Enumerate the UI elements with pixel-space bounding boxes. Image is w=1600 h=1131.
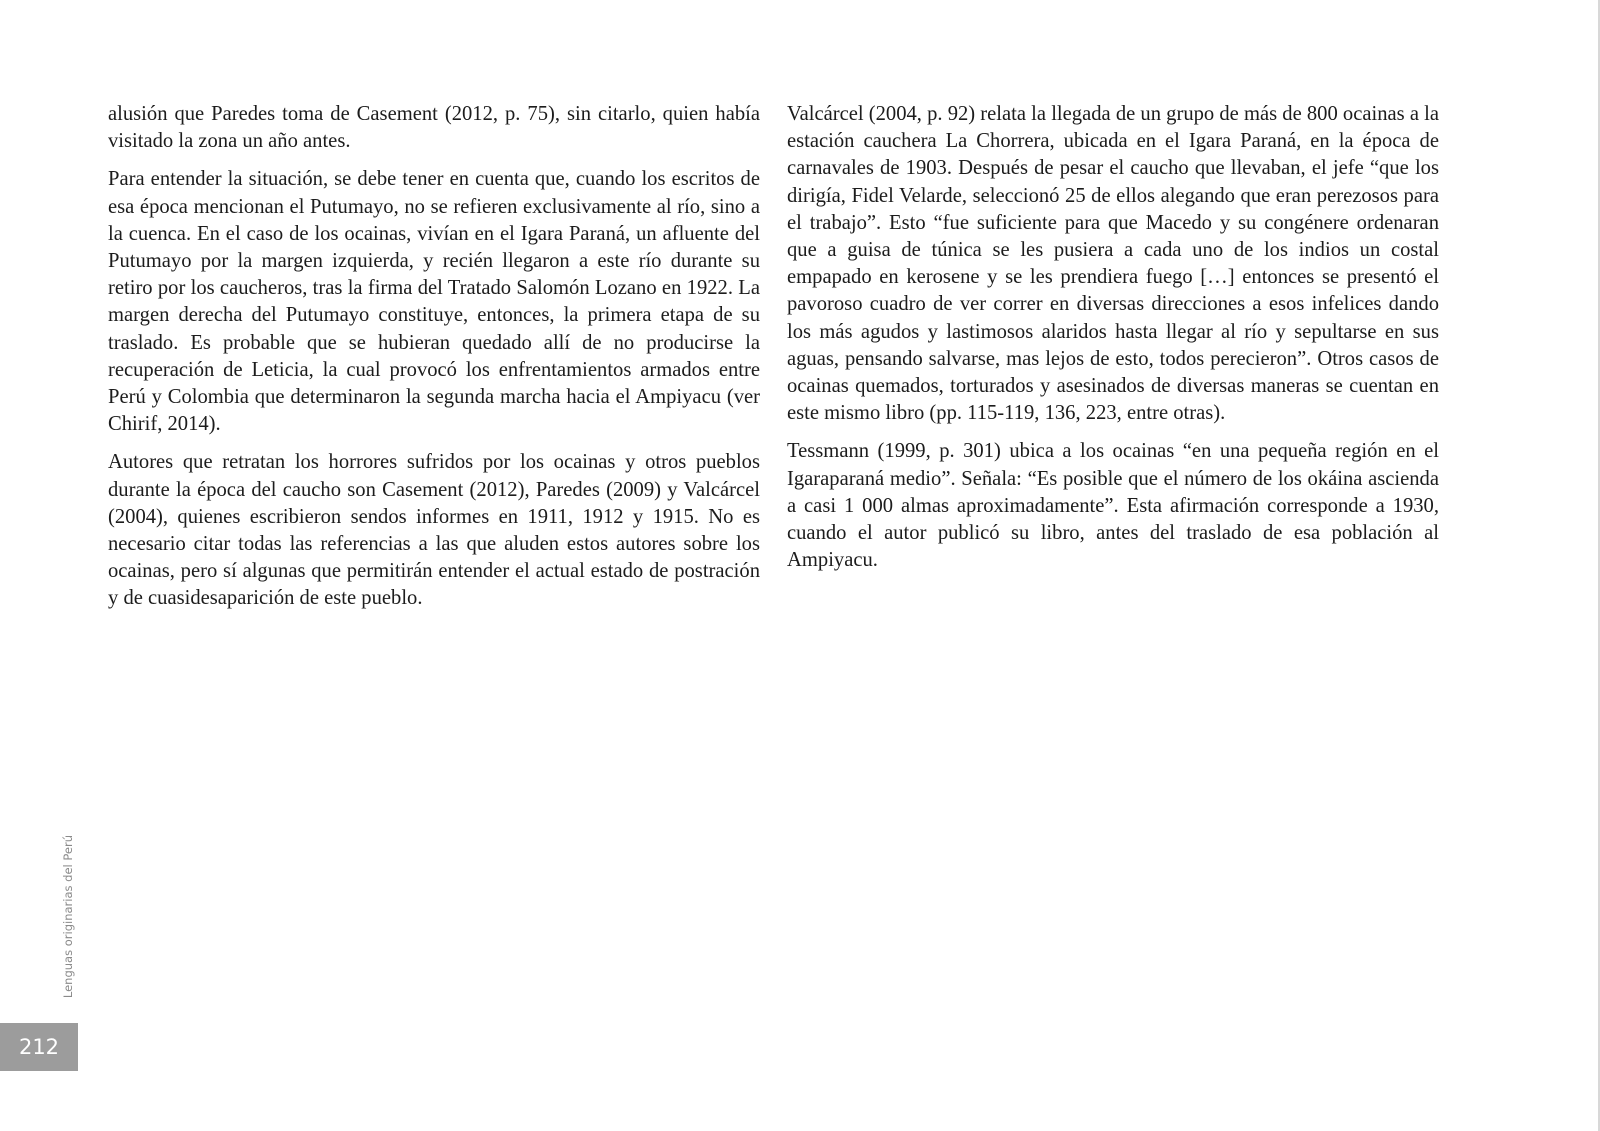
paragraph: Autores que retratan los horrores sufridos por los ocainas y otros pueblos durante la época del caucho son Casement (2012), Paredes (2009) y Valcárcel (2004), quienes escribieron sendos informes en 1911, 1912 y 1915. No es necesario citar todas las referencias a las que aluden estos autores sobre los ocainas, pero sí algunas que permitirán entender el actual estado de postración y de cuasidesaparición de este pueblo. [108,451,760,610]
paragraph: alusión que Paredes toma de Casement (2012, p. 75), sin citarlo, quien había visitado la zona un año antes. [108,103,760,153]
page-number [0,1023,78,1071]
left-text-column [108,101,760,624]
running-head: Lenguas originarias del Perú [61,835,75,999]
paragraph: Valcárcel (2004, p. 92) relata la llegada de un grupo de más de 800 ocainas a la estación cauchera La Chorrera, ubicada en el Igara Paraná, en la época de carnavales de 1903. Después de pesar el caucho que llevaban, el jefe “que los dirigía, Fidel Velarde, seleccionó 25 de ellos alegando que eran perezosos para el trabajo”. Esto “fue suficiente para que Macedo y su congénere ordenaran que a guisa de túnica se les pusiera a cada uno de los indios un costal empapado en kerosene y se les prendiera fuego […] entonces se presentó el pavoroso cuadro de ver correr en diversas direcciones a esos infelices dando los más agudos y lastimosos alaridos hasta llegar al río y sepultarse en sus aguas, pensando salvarse, mas lejos de esto, todos perecieron”. Otros casos de ocainas quemados, torturados y asesinados de diversas maneras se cuentan en este mismo libro (pp. 115-119, 136, 223, entre otras). [787,103,1439,425]
paragraph: Para entender la situación, se debe tener en cuenta que, cuando los escritos de esa época mencionan el Putumayo, no se refieren exclusivamente al río, sino a la cuenca. En el caso de los ocainas, vivían en el Igara Paraná, un afluente del Putumayo por la margen izquierda, y recién llegaron a este río durante su retiro por los caucheros, tras la firma del Tratado Salomón Lozano en 1922. La margen derecha del Putumayo constituye, entonces, la primera etapa de su traslado. Es probable que se hubieran quedado allí de no producirse la recuperación de Leticia, la cual provocó los enfrentamientos armados entre Perú y Colombia que determinaron la segunda marcha hacia el Ampiyacu (ver Chirif, 2014). [108,168,760,436]
paragraph: Tessmann (1999, p. 301) ubica a los ocainas “en una pequeña región en el Igaraparaná medio”. Señala: “Es posible que el número de los okáina ascienda a casi 1 000 almas aproximadamente”. Esta afirmación corresponde a 1930, cuando el autor publicó su libro, antes del traslado de esa población al Ampiyacu. [787,440,1439,572]
right-text-column [787,101,1439,585]
page-number-label: 212 [18,1035,60,1059]
